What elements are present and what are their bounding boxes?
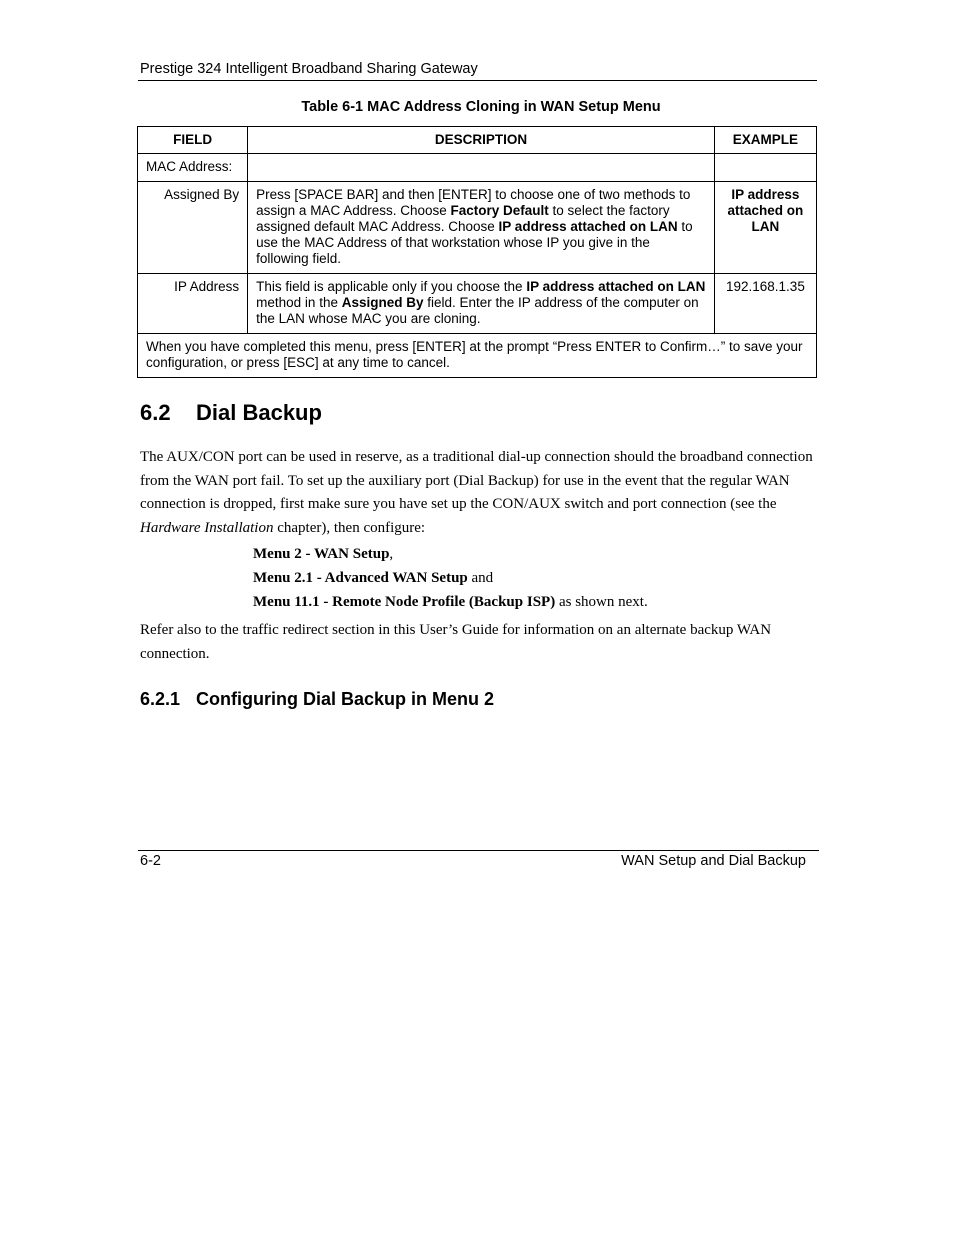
section-number: 6.2 xyxy=(140,400,171,425)
subsection-number: 6.2.1 xyxy=(140,689,181,709)
para-italic-hardware-installation: Hardware Installation xyxy=(140,519,274,536)
menu-suffix: and xyxy=(467,570,494,586)
desc-bold-assigned-by: Assigned By xyxy=(341,295,424,310)
header-rule xyxy=(138,80,817,81)
menu-suffix: , xyxy=(389,546,394,562)
table-row xyxy=(138,154,817,182)
menu-line xyxy=(253,546,393,563)
running-header: Prestige 324 Intelligent Broadband Sharing Gateway xyxy=(140,61,478,77)
menu-line xyxy=(253,594,648,611)
desc-text: to use the MAC Address of that workstation whose IP you give in the following field. xyxy=(256,219,693,266)
intro-paragraph xyxy=(140,446,820,540)
table-note-row xyxy=(138,334,817,378)
example-cell-assigned-by xyxy=(714,182,816,274)
description-cell-assigned-by xyxy=(248,182,715,274)
page-number: 6-2 xyxy=(140,853,161,869)
subsection-heading xyxy=(140,689,494,710)
menu-suffix: as shown next. xyxy=(555,594,648,610)
menu-name: Menu 11.1 - Remote Node Profile (Backup ISP) xyxy=(253,594,556,610)
desc-text: field. Enter the IP address of the computer on the LAN whose MAC you are cloning. xyxy=(256,295,699,326)
para-text: chapter), then configure: xyxy=(273,519,426,536)
table-header-row xyxy=(138,127,817,154)
desc-text: This field is applicable only if you choose the xyxy=(256,279,527,294)
footer-rule xyxy=(138,850,819,851)
desc-text: to select the factory assigned default MAC Address. Choose xyxy=(256,203,670,234)
field-cell-mac-address: MAC Address: xyxy=(138,154,248,182)
desc-bold-ip-address-attached: IP address attached on LAN xyxy=(526,279,706,294)
menu-line xyxy=(253,570,493,587)
desc-text: method in the xyxy=(256,295,342,310)
chapter-title: WAN Setup and Dial Backup xyxy=(621,853,806,869)
table-row xyxy=(138,274,817,334)
mac-cloning-table xyxy=(137,126,817,378)
column-header-description: DESCRIPTION xyxy=(248,127,715,154)
field-cell-ip-address: IP Address xyxy=(138,274,248,334)
table-caption: Table 6-1 MAC Address Cloning in WAN Setup Menu xyxy=(301,99,661,115)
description-cell-mac-address xyxy=(248,154,715,182)
section-title: Dial Backup xyxy=(196,400,322,425)
subsection-title: Configuring Dial Backup in Menu 2 xyxy=(196,689,495,709)
refer-paragraph: Refer also to the traffic redirect section in this User’s Guide for information on an alternate backup WAN connection. xyxy=(140,622,772,662)
example-cell-ip-address: 192.168.1.35 xyxy=(714,274,816,334)
example-cell-mac-address xyxy=(714,154,816,182)
description-cell-ip-address xyxy=(248,274,715,334)
column-header-example: EXAMPLE xyxy=(714,127,816,154)
table-footer-note: When you have completed this menu, press [ENTER] at the prompt “Press ENTER to Confirm…” to save your configuration, or press [ESC] at any time to cancel. xyxy=(138,334,817,378)
desc-text: Press [SPACE BAR] and then [ENTER] to choose one of two methods to assign a MAC Address. Choose xyxy=(256,187,691,218)
table-row xyxy=(138,182,817,274)
desc-bold-ip-address-attached: IP address attached on LAN xyxy=(498,219,678,234)
menu-name: Menu 2.1 - Advanced WAN Setup xyxy=(253,570,468,586)
menu-name: Menu 2 - WAN Setup xyxy=(253,546,390,562)
column-header-field: FIELD xyxy=(138,127,248,154)
para-text: The AUX/CON port can be used in reserve, as a traditional dial-up connection should the broadband connection from the WAN port fail. To set up the auxiliary port (Dial Backup) for use in the event that the regular WAN connection is dropped, first make sure you have set up the CON/AUX switch and port connection (see the xyxy=(140,449,813,512)
desc-bold-factory-default: Factory Default xyxy=(450,203,549,218)
example-bold-text: IP address attached on LAN xyxy=(727,187,804,234)
field-cell-assigned-by: Assigned By xyxy=(138,182,248,274)
section-heading xyxy=(140,400,322,426)
